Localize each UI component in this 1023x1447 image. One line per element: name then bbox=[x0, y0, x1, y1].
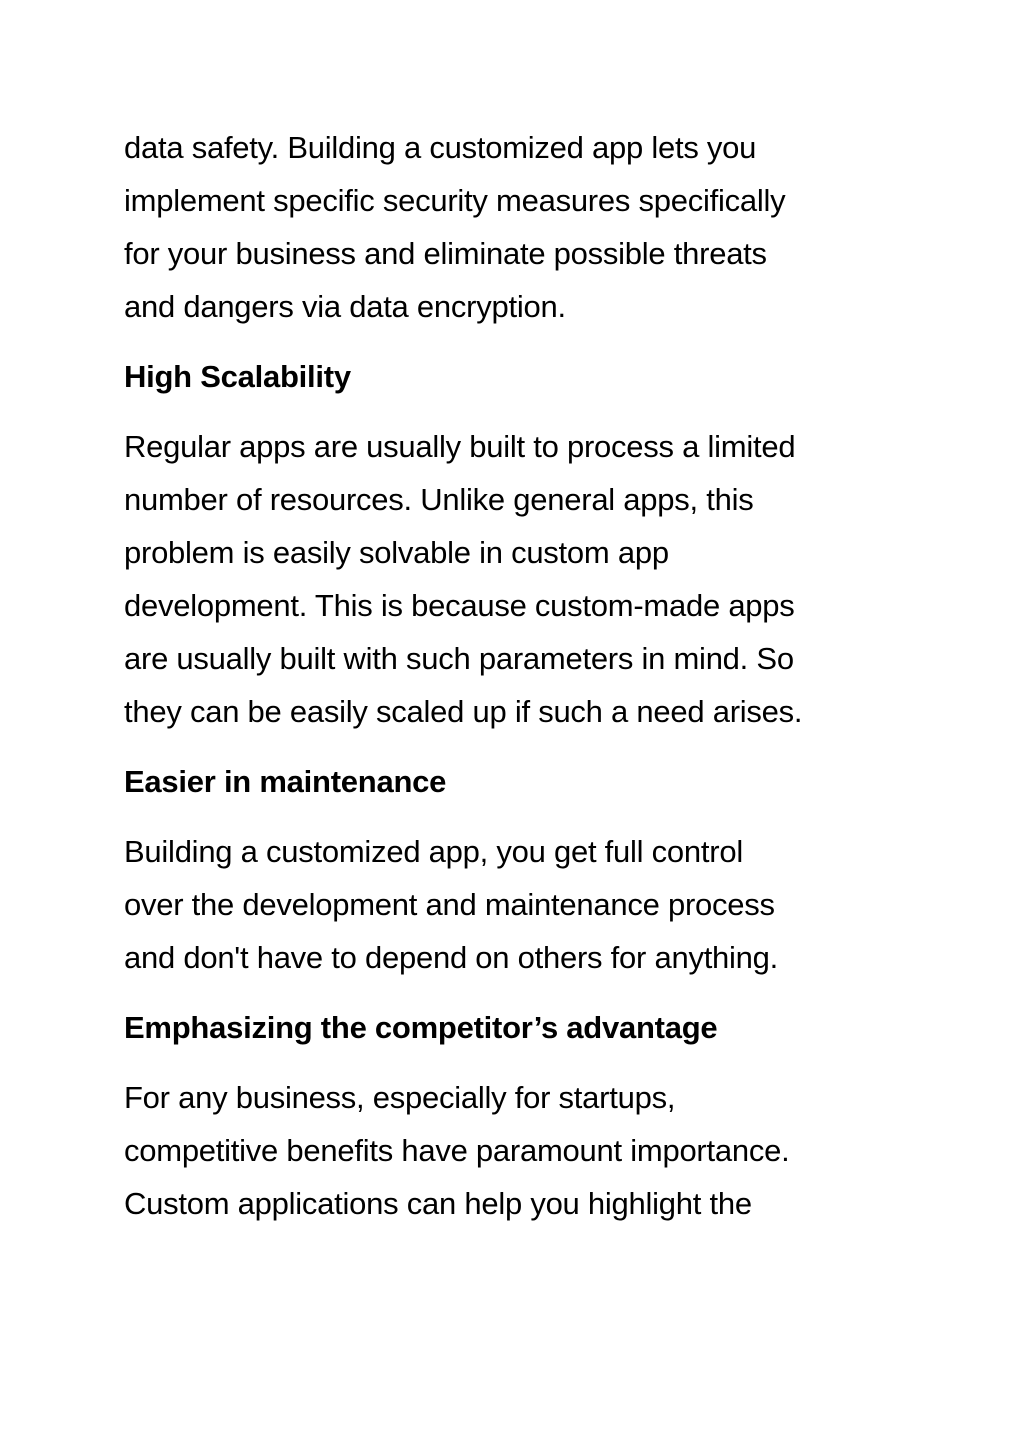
paragraph-line: competitive benefits have paramount importance. bbox=[124, 1133, 790, 1168]
paragraph-line: and don't have to depend on others for anything. bbox=[124, 940, 779, 975]
paragraph-line: development. This is because custom-made apps bbox=[124, 588, 795, 623]
paragraph-line: Building a customized app, you get full control bbox=[124, 834, 743, 869]
paragraph-line: over the development and maintenance process bbox=[124, 887, 775, 922]
heading-high-scalability: High Scalability bbox=[124, 359, 351, 394]
competitor-advantage-paragraph bbox=[124, 1071, 914, 1230]
intro-paragraph bbox=[124, 121, 914, 333]
paragraph-line: Regular apps are usually built to process a limited bbox=[124, 429, 796, 464]
paragraph-line: data safety. Building a customized app lets you bbox=[124, 130, 757, 165]
paragraph-line: problem is easily solvable in custom app bbox=[124, 535, 669, 570]
high-scalability-paragraph bbox=[124, 420, 914, 738]
paragraph-line: number of resources. Unlike general apps, this bbox=[124, 482, 754, 517]
document-page bbox=[124, 121, 914, 1230]
heading-competitor-advantage: Emphasizing the competitor’s advantage bbox=[124, 1010, 718, 1045]
heading-easier-maintenance: Easier in maintenance bbox=[124, 764, 447, 799]
paragraph-line: are usually built with such parameters in mind. So bbox=[124, 641, 794, 676]
paragraph-line: for your business and eliminate possible threats bbox=[124, 236, 767, 271]
easier-maintenance-paragraph bbox=[124, 825, 914, 984]
paragraph-line: Custom applications can help you highlight the bbox=[124, 1186, 752, 1221]
paragraph-line: and dangers via data encryption. bbox=[124, 289, 566, 324]
paragraph-line: For any business, especially for startups, bbox=[124, 1080, 676, 1115]
paragraph-line: they can be easily scaled up if such a need arises. bbox=[124, 694, 803, 729]
paragraph-line: implement specific security measures specifically bbox=[124, 183, 786, 218]
